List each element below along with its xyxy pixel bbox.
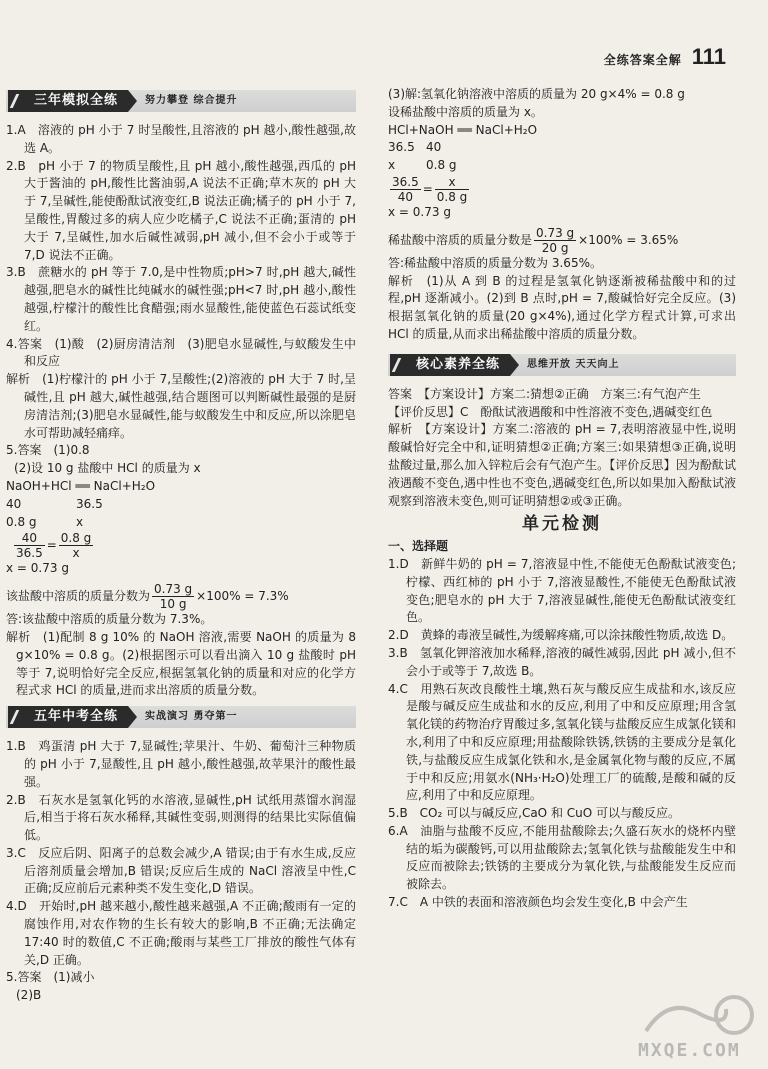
mass-row: 0.8 g x [6, 514, 84, 529]
analysis-text: 解析 (1)配制 8 g 10% 的 NaOH 溶液,需要 NaOH 的质量为 8 g×10% = 0.8 g。(2)根据图示可以看出滴入 10 g 盐酸时 pH 等于 7,说明恰好完全反应,根据氢氧化钠的质量和对应的化学方程式求 HCl 的质量,进而求出溶质的质量分数。 [6, 629, 356, 698]
banner-arrow [510, 354, 519, 376]
calculation-block [6, 460, 356, 629]
answer-item: 3.B 蔗糖水的 pH 等于 7.0,是中性物质;pH>7 时,pH 越大,碱性越强,肥皂水的碱性比纯碱水的碱性强;pH<7 时,pH 越小,酸性越强,柠檬汁的酸性比食醋强;雨水显酸性,能使蓝色石蕊试纸变红。 [6, 265, 356, 333]
mass-row: 40 36.5 [6, 496, 103, 511]
answer-item: 3.C 反应后阴、阳离子的总数会减少,A 错误;由于有水生成,反应后溶剂质量会增加,B 错误;反应后生成的 NaCl 溶液呈中性,C 正确;反应前后元素种类不发生变化,D 错误。 [6, 845, 356, 896]
mass-fraction: 该盐酸中溶质的质量分数为 $\frac{0.73 g}{10 g}$ ×100% = 7.3% [6, 582, 289, 612]
pencil-icon [8, 90, 30, 112]
pencil-icon [8, 706, 30, 728]
sub-title: 一、选择题 [388, 539, 449, 554]
answer-item: 【评价反思】C 酚酞试液遇酸和中性溶液不变色,遇碱变红色 [388, 404, 713, 419]
answer-item: 2.B pH 小于 7 的物质呈酸性,且 pH 越小,酸性越强,西瓜的 pH 大于酱油的 pH,酸性比酱油弱,A 说法不正确;草木灰的 pH 大于 7,呈碱性,能使酚酞试液变红,B 说法正确;橘子的 pH 小于 7,呈酸性,胃酸过多的病人应少吃橘子,C 说法不正确;蛋清的 pH 大于 7,呈碱性,加水后碱性减弱,pH 减小,但不会小于或等于 7,D 说法不正确。 [6, 158, 356, 262]
banner-slogan: 实战演习 勇夺第一 [145, 711, 238, 723]
answer-item: 2.D 黄蜂的毒液呈碱性,为缓解疼痛,可以涂抹酸性物质,故选 D。 [388, 628, 734, 643]
chemical-equation: HCl+NaOH ══ NaCl+H₂O [388, 122, 538, 137]
page-header [604, 44, 726, 70]
answer-part: (2)B [16, 988, 42, 1003]
banner-title: 五年中考全练 [30, 706, 128, 728]
analysis-text: 解析 (1)从 A 到 B 的过程是氢氧化钠逐渐被稀盐酸中和的过程,pH 逐渐减小。(2)到 B 点时,pH = 7,酸碱恰好完全反应。(3)根据氢氧化钠的质量(20 g×4%),通过化学方程式计算,可求出 HCl 的质量,从而求出稀盐酸中溶质的质量分数。 [388, 273, 736, 341]
answer-item: 1.B 鸡蛋清 pH 大于 7,显碱性;苹果汁、牛奶、葡萄汁三种物质的 pH 小于 7,显酸性,且 pH 越小,酸性越强,故苹果汁的酸性最强。 [6, 739, 356, 789]
calculation-block [388, 86, 736, 273]
answer-item: 4.C 用熟石灰改良酸性土壤,熟石灰与酸反应生成盐和水,该反应是酸与碱反应生成盐和水的反应,利用了中和反应原理;用含氢氧化镁的药物治疗胃酸过多,氢氧化镁与盐酸反应生成氯化镁和水,利用了中和反应原理;用盐酸除铁锈,铁锈的主要成分是氧化铁,与盐酸反应生成氯化铁和水,是金属氧化物与酸的反应,不属于中和反应;用氨水(NH₃·H₂O)处理工厂的硫酸,是酸和碱的反应,利用了中和反应原理。 [388, 681, 736, 803]
watermark-text: MXQE.COM [638, 1040, 741, 1061]
page-number: 111 [691, 44, 726, 69]
right-column [388, 86, 736, 912]
answer-item: 3.B 氢氧化钾溶液加水稀释,溶液的碱性减弱,因此 pH 减小,但不会小于或等于 7,故选 B。 [388, 645, 736, 678]
calc-result: x = 0.73 g [6, 561, 69, 576]
answer-item: 答案 【方案设计】方案二:猜想②正确 方案三:有气泡产生 [388, 386, 701, 401]
answer-item: 1.A 溶液的 pH 小于 7 时呈酸性,且溶液的 pH 越小,酸性越强,故选 A。 [6, 123, 356, 155]
answer-item: 5.B CO₂ 可以与碱反应,CaO 和 CuO 可以与酸反应。 [388, 806, 680, 821]
calc-answer: 答:稀盐酸中溶质的质量分数为 3.65%。 [388, 255, 602, 270]
banner-title: 核心素养全练 [412, 354, 510, 376]
watermark-logo [638, 991, 758, 1061]
answer-item: 6.A 油脂与盐酸不反应,不能用盐酸除去;久盛石灰水的烧杯内壁结的垢为碳酸钙,可以用盐酸除去;氢氧化铁与盐酸能发生中和反应而被除去;铁锈的主要成分为氧化铁,与盐酸能发生反应而被除去。 [388, 823, 736, 892]
banner-arrow [128, 90, 137, 112]
section-title: 单元检测 [522, 514, 602, 535]
section-banner-hexin [388, 354, 736, 376]
analysis-text: 解析 【方案设计】方案二:溶液的 pH = 7,表明溶液显中性,说明酸碱恰好完全中和,证明猜想②正确;方案三:如果猜想③正确,说明盐酸过量,那么加入锌粒后会有气泡产生。【评价反思】因为酚酞试液遇酸不变色,遇中性也不变色,遇碱变红色,所以如果加入酚酞试液观察到溶液未变色,则可证明猜想②或③正确。 [388, 422, 736, 508]
answer-item: 4.D 开始时,pH 越来越小,酸性越来越强,A 不正确;酸雨有一定的腐蚀作用,对农作物的生长有较大的影响,B 不正确;无法确定 17:40 时的数值,C 不正确;酸雨与某些工厂排放的酸性气体有关,D 正确。 [6, 899, 356, 967]
calc-result: x = 0.73 g [388, 204, 451, 219]
answer-item: 4.答案 (1)酸 (2)厨房清洁剂 (3)肥皂水显碱性,与蚁酸发生中和反应 [6, 336, 356, 369]
proportion-equation: $\frac{36.5}{40}$ = $\frac{x}{0.8 g}$ [392, 174, 468, 204]
calc-let: 设稀盐酸中溶质的质量为 x。 [388, 104, 543, 119]
banner-slogan: 努力攀登 综合提升 [145, 95, 238, 107]
calc-setup: (2)设 10 g 盐酸中 HCl 的质量为 x [14, 461, 201, 476]
analysis-text: 解析 (1)柠檬汁的 pH 小于 7,呈酸性;(2)溶液的 pH 大于 7 时,呈碱性,且 pH 越大,碱性越强,结合题图可以判断碱性最强的是厨房清洁剂;(3)肥皂水显碱性,能与蚁酸发生中和反应,所以涂肥皂水可帮助减轻痛痒。 [6, 372, 356, 440]
mass-fraction: 稀盐酸中溶质的质量分数是 $\frac{0.73 g}{20 g}$ ×100% = 3.65% [388, 225, 679, 255]
section-banner-wunian [6, 706, 356, 728]
answer-item: 1.D 新鲜牛奶的 pH = 7,溶液显中性,不能使无色酚酞试液变色;柠檬、西红柿的 pH 小于 7,溶液显酸性,不能使无色酚酞试液变色;肥皂水的 pH 大于 7,溶液显碱性,能使无色酚酞试液变红色。 [388, 556, 736, 625]
watermark-graphic [638, 991, 758, 1041]
banner-arrow [128, 706, 137, 728]
proportion-equation: $\frac{40}{36.5}$ = $\frac{0.8 g}{x}$ [16, 531, 92, 561]
answer-item: 5.答案 (1)0.8 [6, 443, 90, 458]
mass-row: 36.5 40 [388, 140, 442, 155]
mass-row: x 0.8 g [388, 158, 457, 173]
banner-title: 三年模拟全练 [30, 90, 128, 112]
banner-slogan: 思维开放 天天向上 [527, 358, 620, 370]
header-text: 全练答案全解 [603, 53, 682, 67]
answer-item: 5.答案 (1)减小 [6, 970, 95, 985]
calc-answer: 答:该盐酸中溶质的质量分数为 7.3%。 [6, 612, 213, 627]
pencil-icon [390, 354, 412, 376]
calc-setup: (3)解:氢氧化钠溶液中溶质的质量为 20 g×4% = 0.8 g [388, 87, 685, 101]
section-banner-sannian [6, 90, 356, 112]
left-column [6, 88, 356, 1005]
answer-item: 2.B 石灰水是氢氧化钙的水溶液,显碱性,pH 试纸用蒸馏水润湿后,相当于将石灰水稀释,其碱性变弱,则测得的结果比实际值偏低。 [6, 792, 356, 843]
chemical-equation: NaOH+HCl ══ NaCl+H₂O [6, 478, 156, 493]
answer-item: 7.C A 中铁的表面和溶液颜色均会发生变化,B 中会产生 [388, 895, 688, 910]
